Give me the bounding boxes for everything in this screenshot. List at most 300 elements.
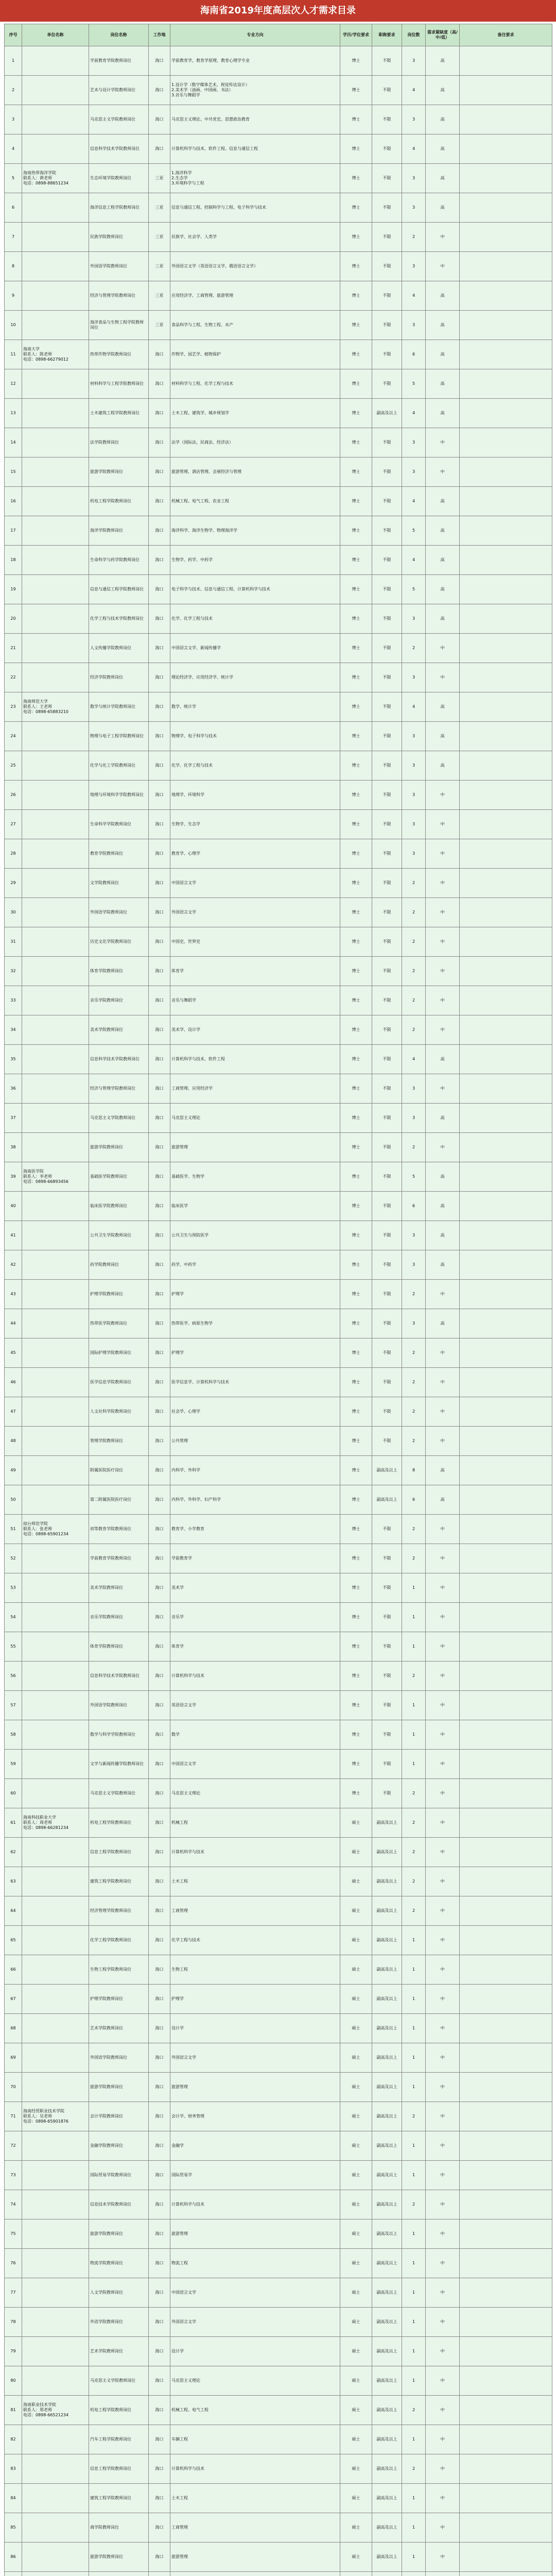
table-cell: 3 — [402, 663, 426, 692]
table-cell — [149, 2572, 170, 2576]
table-cell: 2 — [402, 1280, 426, 1309]
table-cell: 中 — [426, 2043, 460, 2073]
table-row — [5, 1955, 552, 1985]
table-cell: 高 — [426, 604, 460, 634]
table-cell — [22, 986, 89, 1015]
table-cell — [22, 1603, 89, 1632]
table-cell — [460, 1397, 552, 1427]
table-cell — [22, 2308, 89, 2337]
table-cell: 副高及以上 — [372, 2484, 402, 2513]
table-cell: 博士 — [340, 957, 372, 986]
table-cell: 博士 — [340, 1368, 372, 1397]
table-cell: 31 — [5, 927, 22, 957]
table-cell: 博士 — [340, 1338, 372, 1368]
table-cell: 3 — [402, 164, 426, 193]
table-row — [5, 2513, 552, 2543]
table-cell — [460, 781, 552, 810]
table-cell: 1 — [402, 1955, 426, 1985]
table-cell: 2 — [402, 869, 426, 898]
table-cell: 2 — [402, 2396, 426, 2425]
column-header: 职称要求 — [372, 24, 402, 46]
table-cell: 海口 — [149, 1838, 170, 1867]
table-row — [5, 2102, 552, 2131]
table-cell: 海南医学院 联系人：李老师 电话：0898-66893456 — [22, 1162, 89, 1192]
table-cell: 8 — [402, 1456, 426, 1485]
table-cell: 81 — [5, 2396, 22, 2425]
table-cell: 中 — [426, 1427, 460, 1456]
table-cell: 硕士 — [340, 1955, 372, 1985]
table-cell: 附属医院医疗岗位 — [89, 1456, 149, 1485]
table-cell — [22, 663, 89, 692]
table-cell: 不限 — [372, 898, 402, 927]
table-row — [5, 1045, 552, 1074]
table-cell: 不限 — [372, 1544, 402, 1573]
table-cell: 高 — [426, 751, 460, 781]
table-cell: 36 — [5, 1074, 22, 1104]
table-cell: 海口 — [149, 105, 170, 134]
table-row — [5, 1456, 552, 1485]
table-cell — [22, 2073, 89, 2102]
table-row — [5, 986, 552, 1015]
table-cell: 博士 — [340, 1133, 372, 1162]
table-cell — [426, 2572, 460, 2576]
table-cell: 中国语言文学 — [170, 869, 340, 898]
column-header: 学历/学位要求 — [340, 24, 372, 46]
table-cell: 3 — [402, 1250, 426, 1280]
table-cell: 海口 — [149, 487, 170, 516]
table-cell: 金融学 — [170, 2131, 340, 2161]
table-cell — [22, 1926, 89, 1955]
table-cell: 30 — [5, 898, 22, 927]
table-cell — [22, 487, 89, 516]
table-cell: 35 — [5, 1045, 22, 1074]
column-header: 工作地 — [149, 24, 170, 46]
table-cell: 1 — [402, 2337, 426, 2366]
table-row — [5, 1015, 552, 1045]
table-cell: 博士 — [340, 692, 372, 722]
table-cell: 8 — [5, 252, 22, 281]
table-cell: 不限 — [372, 1662, 402, 1691]
table-cell: 不限 — [372, 428, 402, 457]
table-cell — [22, 2131, 89, 2161]
table-cell — [460, 1515, 552, 1544]
table-cell: 外国语学院教师岗位 — [89, 898, 149, 927]
table-cell: 海口 — [149, 634, 170, 663]
table-cell — [460, 1896, 552, 1926]
table-cell: 数学与科学学院教师岗位 — [89, 1720, 149, 1750]
table-cell: 1 — [402, 2161, 426, 2190]
table-cell — [22, 1485, 89, 1515]
table-cell: 63 — [5, 1867, 22, 1896]
table-cell: 高 — [426, 1045, 460, 1074]
table-cell: 机电工程学院教师岗位 — [89, 2396, 149, 2425]
table-cell: 硕士 — [340, 1808, 372, 1838]
table-cell — [460, 516, 552, 546]
table-cell: 人文学院教师岗位 — [89, 2278, 149, 2308]
table-cell: 不限 — [372, 1691, 402, 1720]
table-row — [5, 2161, 552, 2190]
table-cell: 海口 — [149, 1985, 170, 2014]
table-cell — [460, 105, 552, 134]
table-cell: 旅游管理 — [170, 2073, 340, 2102]
table-cell: 民族学、社会学、人类学 — [170, 223, 340, 252]
table-cell: 博士 — [340, 722, 372, 751]
table-cell: 高 — [426, 281, 460, 311]
table-cell: 信息与通信工程学院教师岗位 — [89, 575, 149, 604]
table-cell — [22, 457, 89, 487]
table-cell: 博士 — [340, 1280, 372, 1309]
table-cell — [460, 1544, 552, 1573]
table-cell: 物流工程 — [170, 2249, 340, 2278]
table-cell: 海口 — [149, 46, 170, 76]
table-cell: 建筑工程学院教师岗位 — [89, 1867, 149, 1896]
table-cell: 博士 — [340, 340, 372, 369]
table-cell: 14 — [5, 428, 22, 457]
table-cell: 音乐学院教师岗位 — [89, 1603, 149, 1632]
table-cell: 海口 — [149, 2073, 170, 2102]
table-cell: 旅游学院教师岗位 — [89, 1133, 149, 1162]
table-cell: 法学院教师岗位 — [89, 428, 149, 457]
table-cell: 高 — [426, 1104, 460, 1133]
table-cell — [22, 1104, 89, 1133]
table-cell: 19 — [5, 575, 22, 604]
table-cell — [89, 2572, 149, 2576]
table-cell — [22, 546, 89, 575]
table-cell: 中 — [426, 2513, 460, 2543]
table-cell: 博士 — [340, 1250, 372, 1280]
table-cell: 不限 — [372, 1192, 402, 1221]
table-cell — [460, 1485, 552, 1515]
table-row — [5, 369, 552, 399]
table-cell — [22, 634, 89, 663]
table-cell: 医学信息学、计算机科学与技术 — [170, 1368, 340, 1397]
table-cell: 85 — [5, 2513, 22, 2543]
table-row — [5, 957, 552, 986]
table-cell — [22, 193, 89, 223]
table-cell: 中 — [426, 1280, 460, 1309]
table-cell: 博士 — [340, 46, 372, 76]
table-cell — [22, 1662, 89, 1691]
table-cell: 高 — [426, 340, 460, 369]
table-cell: 汽车工程学院教师岗位 — [89, 2425, 149, 2454]
table-cell: 1 — [402, 2513, 426, 2543]
table-cell: 海洋学院教师岗位 — [89, 516, 149, 546]
table-cell: 3 — [402, 1074, 426, 1104]
column-header: 单位名称 — [22, 24, 89, 46]
table-cell: 学前教育学院教师岗位 — [89, 46, 149, 76]
table-cell: 副高及以上 — [372, 1485, 402, 1515]
table-cell: 83 — [5, 2454, 22, 2484]
table-cell: 6 — [402, 340, 426, 369]
table-cell: 海南经贸职业技术学院 联系人：吴老师 电话：0898-65901876 — [22, 2102, 89, 2131]
table-cell: 10 — [5, 311, 22, 340]
table-cell: 公共卫生学院教师岗位 — [89, 1221, 149, 1250]
table-cell: 3 — [402, 1221, 426, 1250]
table-cell: 海口 — [149, 2484, 170, 2513]
table-cell: 不限 — [372, 516, 402, 546]
table-cell: 博士 — [340, 1104, 372, 1133]
table-cell: 马克思主义理论 — [170, 2366, 340, 2396]
table-cell: 不限 — [372, 1632, 402, 1662]
table-cell: 中国史、世界史 — [170, 927, 340, 957]
table-cell: 信息科学技术学院教师岗位 — [89, 134, 149, 164]
table-cell: 生物学、生态学 — [170, 810, 340, 839]
table-cell: 民族学院教师岗位 — [89, 223, 149, 252]
table-cell: 不限 — [372, 1338, 402, 1368]
table-cell: 中 — [426, 781, 460, 810]
table-cell: 37 — [5, 1104, 22, 1133]
table-cell: 不限 — [372, 487, 402, 516]
table-cell: 中 — [426, 2484, 460, 2513]
table-cell: 艺术学院教师岗位 — [89, 2014, 149, 2043]
table-row — [5, 1250, 552, 1280]
table-cell — [460, 1926, 552, 1955]
table-header-row — [5, 24, 552, 46]
table-cell: 不限 — [372, 869, 402, 898]
table-cell: 高 — [426, 399, 460, 428]
table-row — [5, 2073, 552, 2102]
table-row — [5, 839, 552, 869]
table-cell: 42 — [5, 1250, 22, 1280]
table-cell: 旅游管理 — [170, 2543, 340, 2572]
table-cell — [22, 2513, 89, 2543]
table-cell: 体育学院教师岗位 — [89, 1632, 149, 1662]
table-cell: 外国语学院教师岗位 — [89, 252, 149, 281]
table-cell — [22, 2219, 89, 2249]
table-cell: 不限 — [372, 810, 402, 839]
table-cell: 海口 — [149, 1309, 170, 1338]
table-cell — [22, 957, 89, 986]
table-cell: 国际护理学院教师岗位 — [89, 1338, 149, 1368]
table-cell: 海口 — [149, 1104, 170, 1133]
table-cell: 58 — [5, 1720, 22, 1750]
table-cell: 1 — [402, 2484, 426, 2513]
table-cell: 博士 — [340, 986, 372, 1015]
table-cell: 高 — [426, 692, 460, 722]
table-cell: 中 — [426, 2337, 460, 2366]
table-cell: 48 — [5, 1427, 22, 1456]
table-cell: 1 — [5, 46, 22, 76]
table-cell: 作物学、园艺学、植物保护 — [170, 340, 340, 369]
table-cell: 2 — [402, 1133, 426, 1162]
table-cell: 海口 — [149, 2425, 170, 2454]
table-cell: 2 — [402, 1338, 426, 1368]
table-cell: 中 — [426, 2073, 460, 2102]
table-cell — [460, 2308, 552, 2337]
table-row — [5, 2366, 552, 2396]
page-title: 海南省2019年度高层次人才需求目录 — [0, 0, 556, 22]
table-cell: 硕士 — [340, 2073, 372, 2102]
table-cell — [22, 76, 89, 105]
table-cell: 高 — [426, 134, 460, 164]
table-cell: 海口 — [149, 1573, 170, 1603]
table-cell: 护理学院教师岗位 — [89, 1985, 149, 2014]
table-cell: 中 — [426, 2278, 460, 2308]
table-cell: 海口 — [149, 898, 170, 927]
table-cell: 海口 — [149, 2219, 170, 2249]
table-cell: 副高及以上 — [372, 2337, 402, 2366]
table-cell: 博士 — [340, 399, 372, 428]
table-cell — [22, 2043, 89, 2073]
table-cell: 73 — [5, 2161, 22, 2190]
table-cell — [460, 1280, 552, 1309]
table-row — [5, 869, 552, 898]
table-cell — [460, 1427, 552, 1456]
table-cell: 高 — [426, 487, 460, 516]
table-cell: 海口 — [149, 2396, 170, 2425]
table-cell: 会计学、财务管理 — [170, 2102, 340, 2131]
table-cell: 海口 — [149, 1691, 170, 1720]
table-cell: 62 — [5, 1838, 22, 1867]
table-cell: 不限 — [372, 663, 402, 692]
table-cell: 中 — [426, 1662, 460, 1691]
table-cell: 海口 — [149, 1779, 170, 1808]
table-cell: 不限 — [372, 134, 402, 164]
table-cell: 旅游管理 — [170, 1133, 340, 1162]
table-cell: 硕士 — [340, 2249, 372, 2278]
table-cell: 博士 — [340, 311, 372, 340]
table-cell: 文学院教师岗位 — [89, 869, 149, 898]
table-cell — [460, 1456, 552, 1485]
table-cell: 高 — [426, 105, 460, 134]
table-cell: 中 — [426, 2366, 460, 2396]
table-cell: 生物工程 — [170, 1955, 340, 1985]
table-cell: 中 — [426, 1632, 460, 1662]
table-cell: 博士 — [340, 1779, 372, 1808]
table-row — [5, 634, 552, 663]
table-cell: 不限 — [372, 751, 402, 781]
table-cell: 1 — [402, 2131, 426, 2161]
table-cell: 中 — [426, 1838, 460, 1867]
table-cell: 硕士 — [340, 2161, 372, 2190]
table-cell — [22, 2278, 89, 2308]
table-cell — [460, 927, 552, 957]
table-cell: 20 — [5, 604, 22, 634]
table-cell: 三亚 — [149, 223, 170, 252]
table-cell: 博士 — [340, 781, 372, 810]
table-cell: 39 — [5, 1162, 22, 1192]
table-cell: 管理学院教师岗位 — [89, 1427, 149, 1456]
table-cell: 中 — [426, 223, 460, 252]
table-cell: 1 — [402, 2073, 426, 2102]
table-cell: 护理学 — [170, 1338, 340, 1368]
table-row — [5, 1896, 552, 1926]
table-cell: 博士 — [340, 663, 372, 692]
table-cell: 61 — [5, 1808, 22, 1838]
table-row — [5, 76, 552, 105]
table-cell: 博士 — [340, 76, 372, 105]
table-cell — [460, 134, 552, 164]
table-cell: 不限 — [372, 957, 402, 986]
table-cell: 中 — [426, 1544, 460, 1573]
table-cell: 不限 — [372, 1104, 402, 1133]
table-row — [5, 2454, 552, 2484]
table-row — [5, 898, 552, 927]
table-cell — [22, 2161, 89, 2190]
table-cell — [22, 2366, 89, 2396]
table-cell: 海口 — [149, 575, 170, 604]
table-cell: 护理学 — [170, 1280, 340, 1309]
table-cell: 内科学、外科学、妇产科学 — [170, 1485, 340, 1515]
table-cell: 教育学、小学教育 — [170, 1515, 340, 1544]
table-cell: 材料科学与工程学院教师岗位 — [89, 369, 149, 399]
table-cell: 生物学、药学、中药学 — [170, 546, 340, 575]
table-cell: 不限 — [372, 105, 402, 134]
table-cell: 不限 — [372, 1133, 402, 1162]
table-cell: 中 — [426, 2308, 460, 2337]
table-cell: 海口 — [149, 1427, 170, 1456]
table-cell: 不限 — [372, 164, 402, 193]
table-cell: 博士 — [340, 369, 372, 399]
table-cell: 中 — [426, 1985, 460, 2014]
table-cell — [22, 1750, 89, 1779]
table-cell — [22, 1838, 89, 1867]
table-cell — [22, 311, 89, 340]
table-cell: 高 — [426, 164, 460, 193]
table-cell: 中 — [426, 1750, 460, 1779]
table-cell: 33 — [5, 986, 22, 1015]
table-cell: 不限 — [372, 1162, 402, 1192]
table-cell: 数学 — [170, 1720, 340, 1750]
table-cell: 海口 — [149, 2102, 170, 2131]
table-cell: 旅游学院教师岗位 — [89, 2073, 149, 2102]
table-cell: 博士 — [340, 1221, 372, 1250]
table-cell: 博士 — [340, 575, 372, 604]
table-cell: 信息工程学院教师岗位 — [89, 2454, 149, 2484]
table-cell: 设计学 — [170, 2014, 340, 2043]
table-cell: 国际贸易学 — [170, 2161, 340, 2190]
table-cell — [22, 1397, 89, 1427]
table-cell: 海口 — [149, 1162, 170, 1192]
table-cell: 2 — [5, 76, 22, 105]
table-cell: 海口 — [149, 2454, 170, 2484]
table-cell: 旅游学院教师岗位 — [89, 2219, 149, 2249]
table-cell — [22, 1955, 89, 1985]
table-row — [5, 1427, 552, 1456]
table-cell: 中 — [426, 2396, 460, 2425]
table-cell: 琼台师范学院 联系人：张老师 电话：0898-65901234 — [22, 1515, 89, 1544]
table-cell: 美术学、设计学 — [170, 1015, 340, 1045]
table-row — [5, 2043, 552, 2073]
table-cell: 博士 — [340, 1603, 372, 1632]
table-cell: 美术学院教师岗位 — [89, 1573, 149, 1603]
table-cell: 硕士 — [340, 2543, 372, 2572]
table-cell: 马克思主义学院教师岗位 — [89, 1104, 149, 1133]
table-cell: 化学工程与技术 — [170, 1926, 340, 1955]
table-cell: 应用经济学、工商管理、旅游管理 — [170, 281, 340, 311]
table-cell: 1 — [402, 1985, 426, 2014]
table-cell: 计算机科学与技术 — [170, 2190, 340, 2219]
table-cell: 79 — [5, 2337, 22, 2366]
table-cell — [372, 2572, 402, 2576]
table-cell: 硕士 — [340, 2014, 372, 2043]
table-row — [5, 516, 552, 546]
table-cell: 金融学院教师岗位 — [89, 2131, 149, 2161]
table-row — [5, 2014, 552, 2043]
table-cell: 博士 — [340, 1691, 372, 1720]
table-cell: 不限 — [372, 575, 402, 604]
table-cell: 3 — [402, 46, 426, 76]
table-cell: 6 — [402, 1485, 426, 1515]
table-cell — [460, 1192, 552, 1221]
table-row — [5, 46, 552, 76]
table-cell — [460, 2102, 552, 2131]
table-row — [5, 2337, 552, 2366]
table-cell: 博士 — [340, 457, 372, 487]
table-cell: 中 — [426, 2190, 460, 2219]
table-cell: 4 — [402, 1045, 426, 1074]
table-cell: 不限 — [372, 252, 402, 281]
